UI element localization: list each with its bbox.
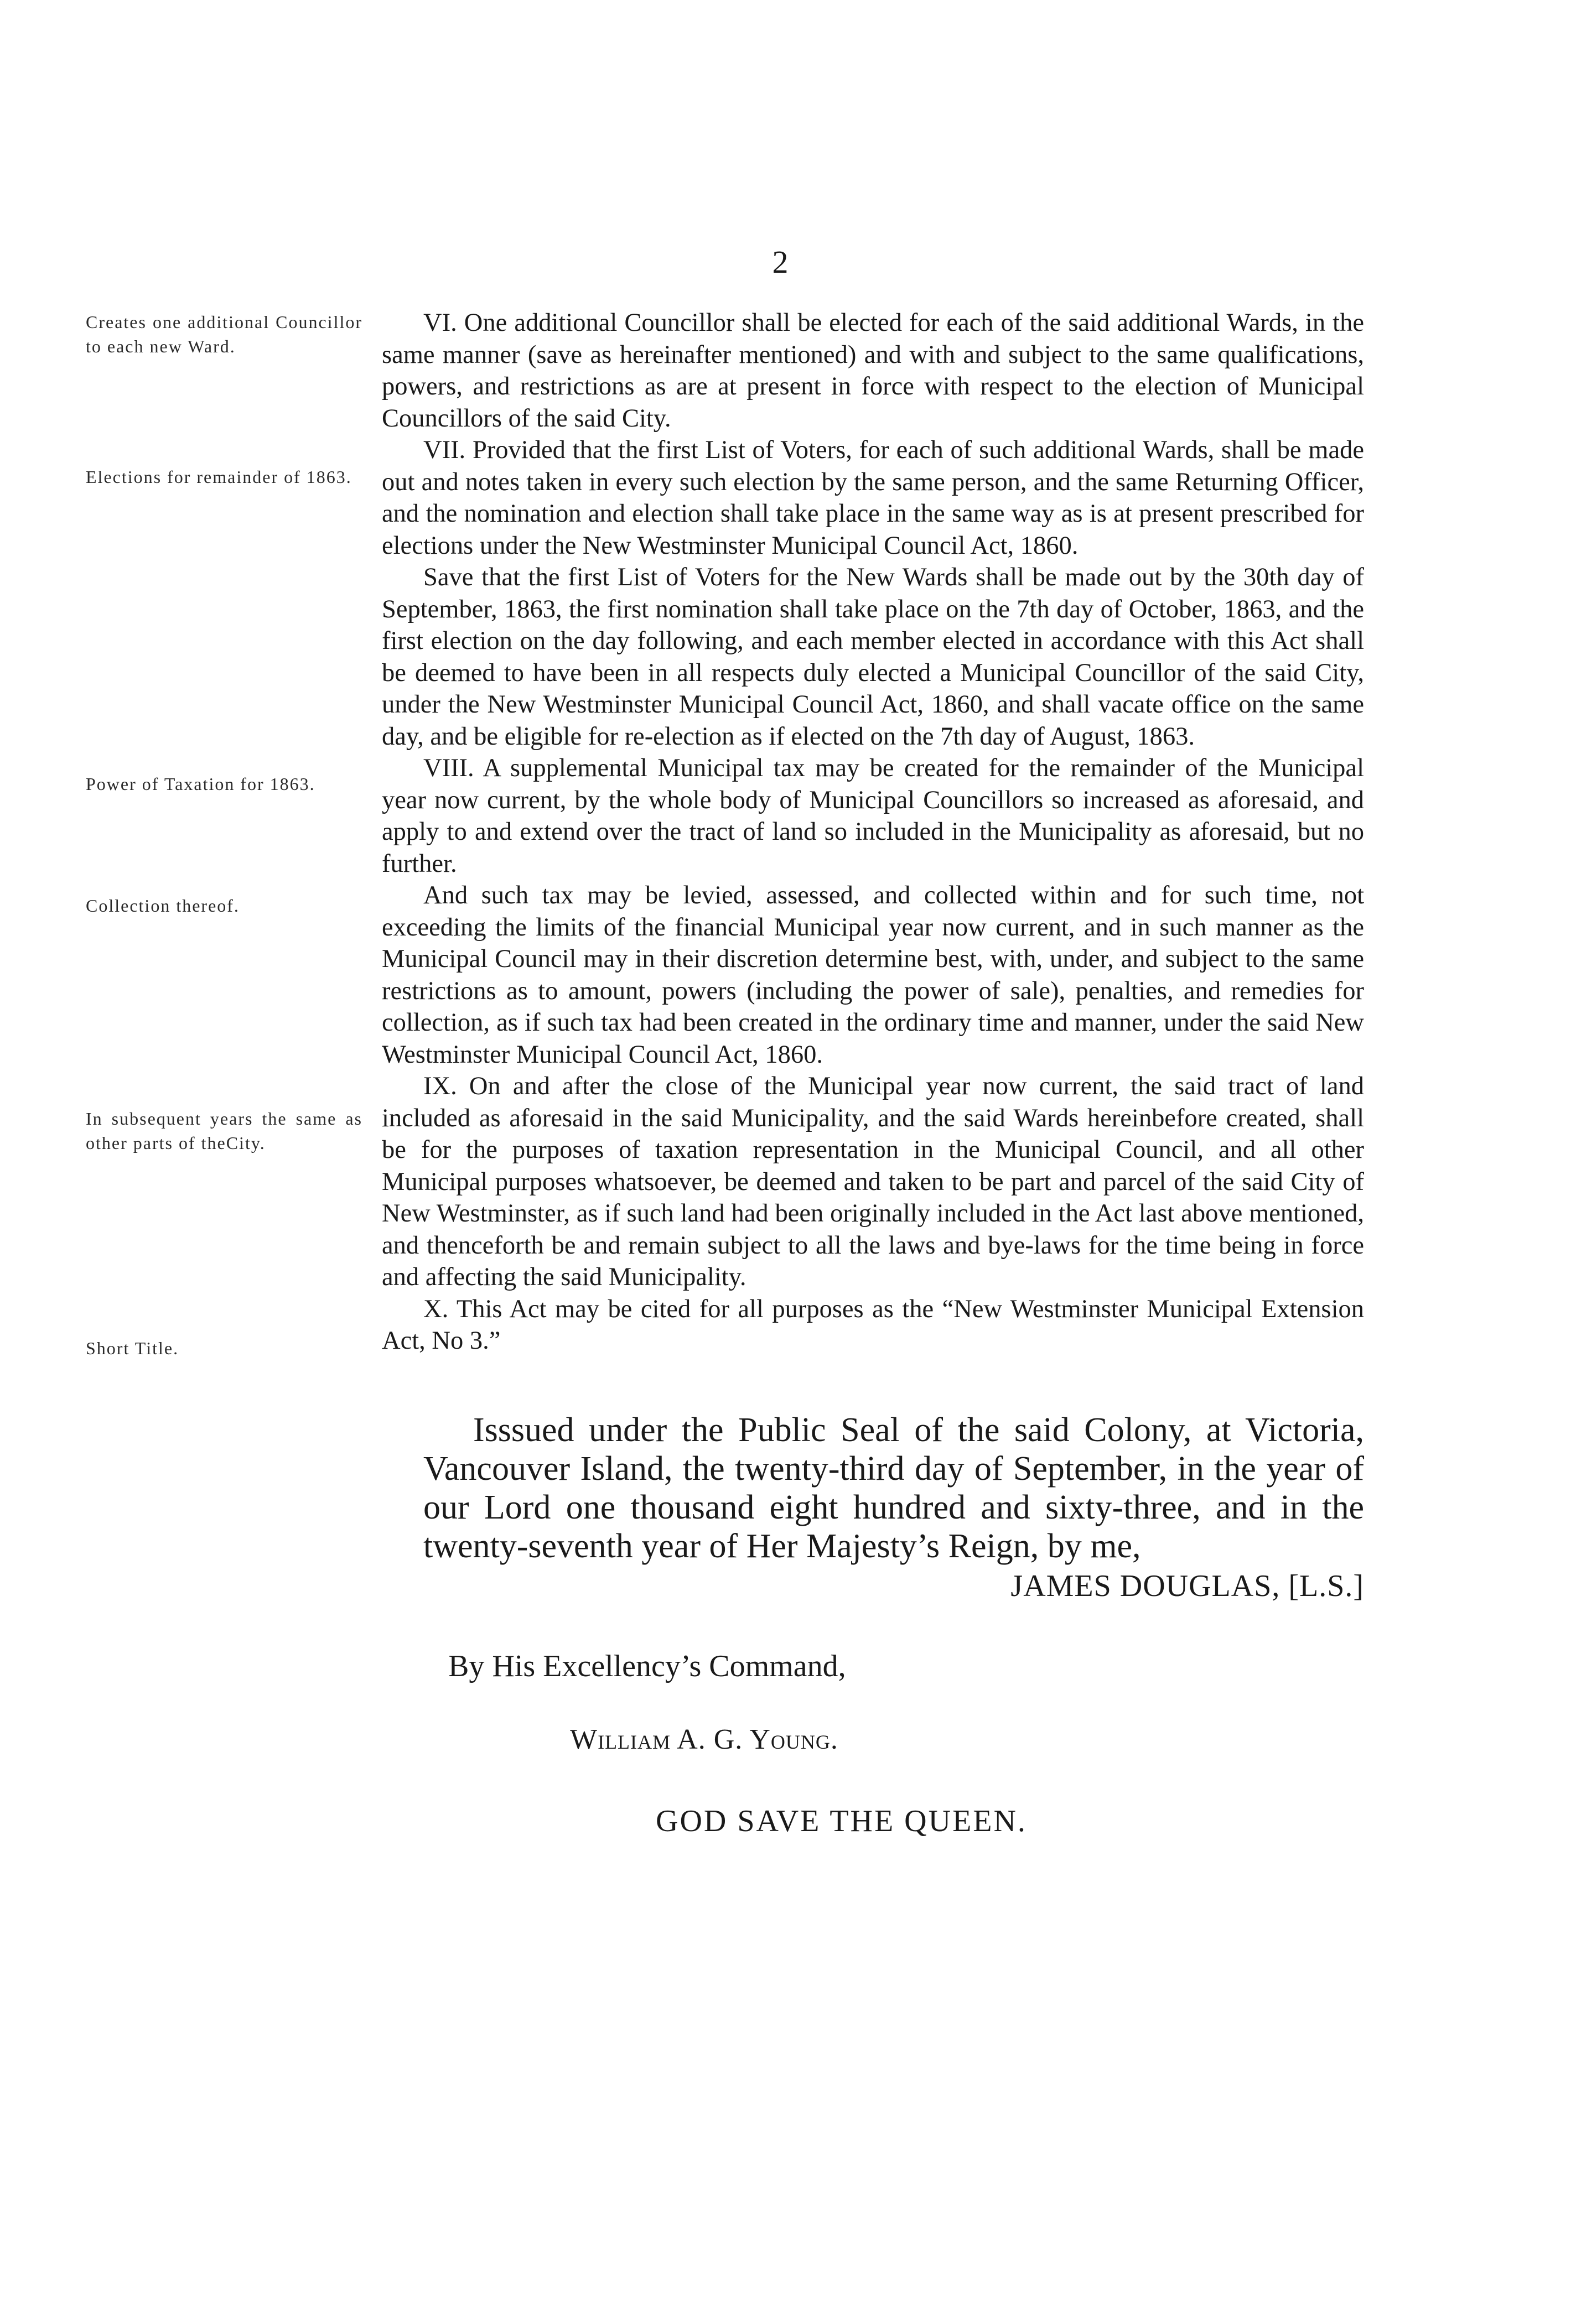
section-x: X. This Act may be cited for all purposes as the “New Westminster Municipal Extension Act, No 3.”	[382, 1294, 1364, 1355]
proclamation-text: Isssued under the Public Seal of the said Colony, at Victoria, Vancouver Island, the twenty-third day of September, in the year of our Lord one thousand eight hundred and sixty-three, and in the twenty-seventh year of Her Majesty’s Reign, by me,	[423, 1411, 1364, 1565]
margin-note-short-title: Short Title.	[86, 1338, 179, 1358]
command-line: By His Excellency’s Command,	[448, 1649, 846, 1683]
section-viii: VIII. A supplemental Municipal tax may be created for the remainder of the Municipal year now current, by the whole body of Municipal Councillors so increased as aforesaid, and apply to and extend over the tract of land so included in the Municipality as aforesaid, but no further.	[382, 754, 1364, 878]
section-viii-collection: And such tax may be levied, assessed, and collected within and for such time, not exceeding the limits of the financial Municipal year now current, and in such manner as the Municipal Council may in their discretion determine best, with, under, and subject to the same restrictions as to amount, powers (including the power of sale), penalties, and remedies for collection, as if such tax had been created in the ordinary time and manner, under the said New Westminster Municipal Council Act, 1860.	[382, 881, 1364, 1069]
closing-line: GOD SAVE THE QUEEN.	[656, 1804, 1027, 1838]
act-body	[382, 307, 1364, 1357]
margin-note-elections: Elections for remainder of 1863.	[86, 467, 352, 487]
margin-note-taxation-power: Power of Taxation for 1863.	[86, 774, 315, 794]
margin-note-collection: Collection thereof.	[86, 896, 240, 916]
section-ix: IX. On and after the close of the Municipal year now current, the said tract of land included as aforesaid in the said Municipality, and the said Wards hereinbefore created, shall be for the purposes of taxation representation in the Municipal Council, and all other Municipal purposes whatsoever, be deemed and taken to be part and parcel of the said City of New Westminster, as if such land had been originally included in the Act last above mentioned, and thenceforth be and remain subject to all the laws and bye-laws for the time being in force and affecting the said Municipality.	[382, 1072, 1364, 1291]
secretary-name: William A. G. Young.	[570, 1724, 838, 1755]
margin-note-subsequent-years: In subsequent years the same as other parts of theCity.	[86, 1109, 362, 1153]
section-vii-proviso: Save that the first List of Voters for the New Wards shall be made out by the 30th day of September, 1863, the first nomination shall take place on the 7th day of October, 1863, and the first election on the day following, and each member elected in accordance with this Act shall be deemed to have been in all respects duly elected a Municipal Councillor of the said City, under the New Westminster Municipal Council Act, 1860, and shall vacate office on the same day, and be eligible for re-election as if elected on the 7th day of August, 1863.	[382, 563, 1364, 751]
section-vi: VI. One additional Councillor shall be elected for each of the said additional Wards, in the same manner (save as hereinafter mentioned) and with and subject to the same qualifications, powers, and restrictions as are at present in force with respect to the election of Municipal Councillors of the said City.	[382, 309, 1364, 433]
section-vii: VII. Provided that the first List of Voters, for each of such additional Wards, shall be made out and notes taken in every such election by the same person, and the same Returning Officer, and the nomination and election shall take place in the same way as is at present prescribed for elections under the New Westminster Municipal Council Act, 1860.	[382, 436, 1364, 560]
page-number: 2	[772, 244, 789, 280]
governor-signature: JAMES DOUGLAS, [L.S.]	[1010, 1569, 1364, 1603]
margin-note-additional-councillor: Creates one additional Councillor to each new Ward.	[86, 312, 362, 356]
